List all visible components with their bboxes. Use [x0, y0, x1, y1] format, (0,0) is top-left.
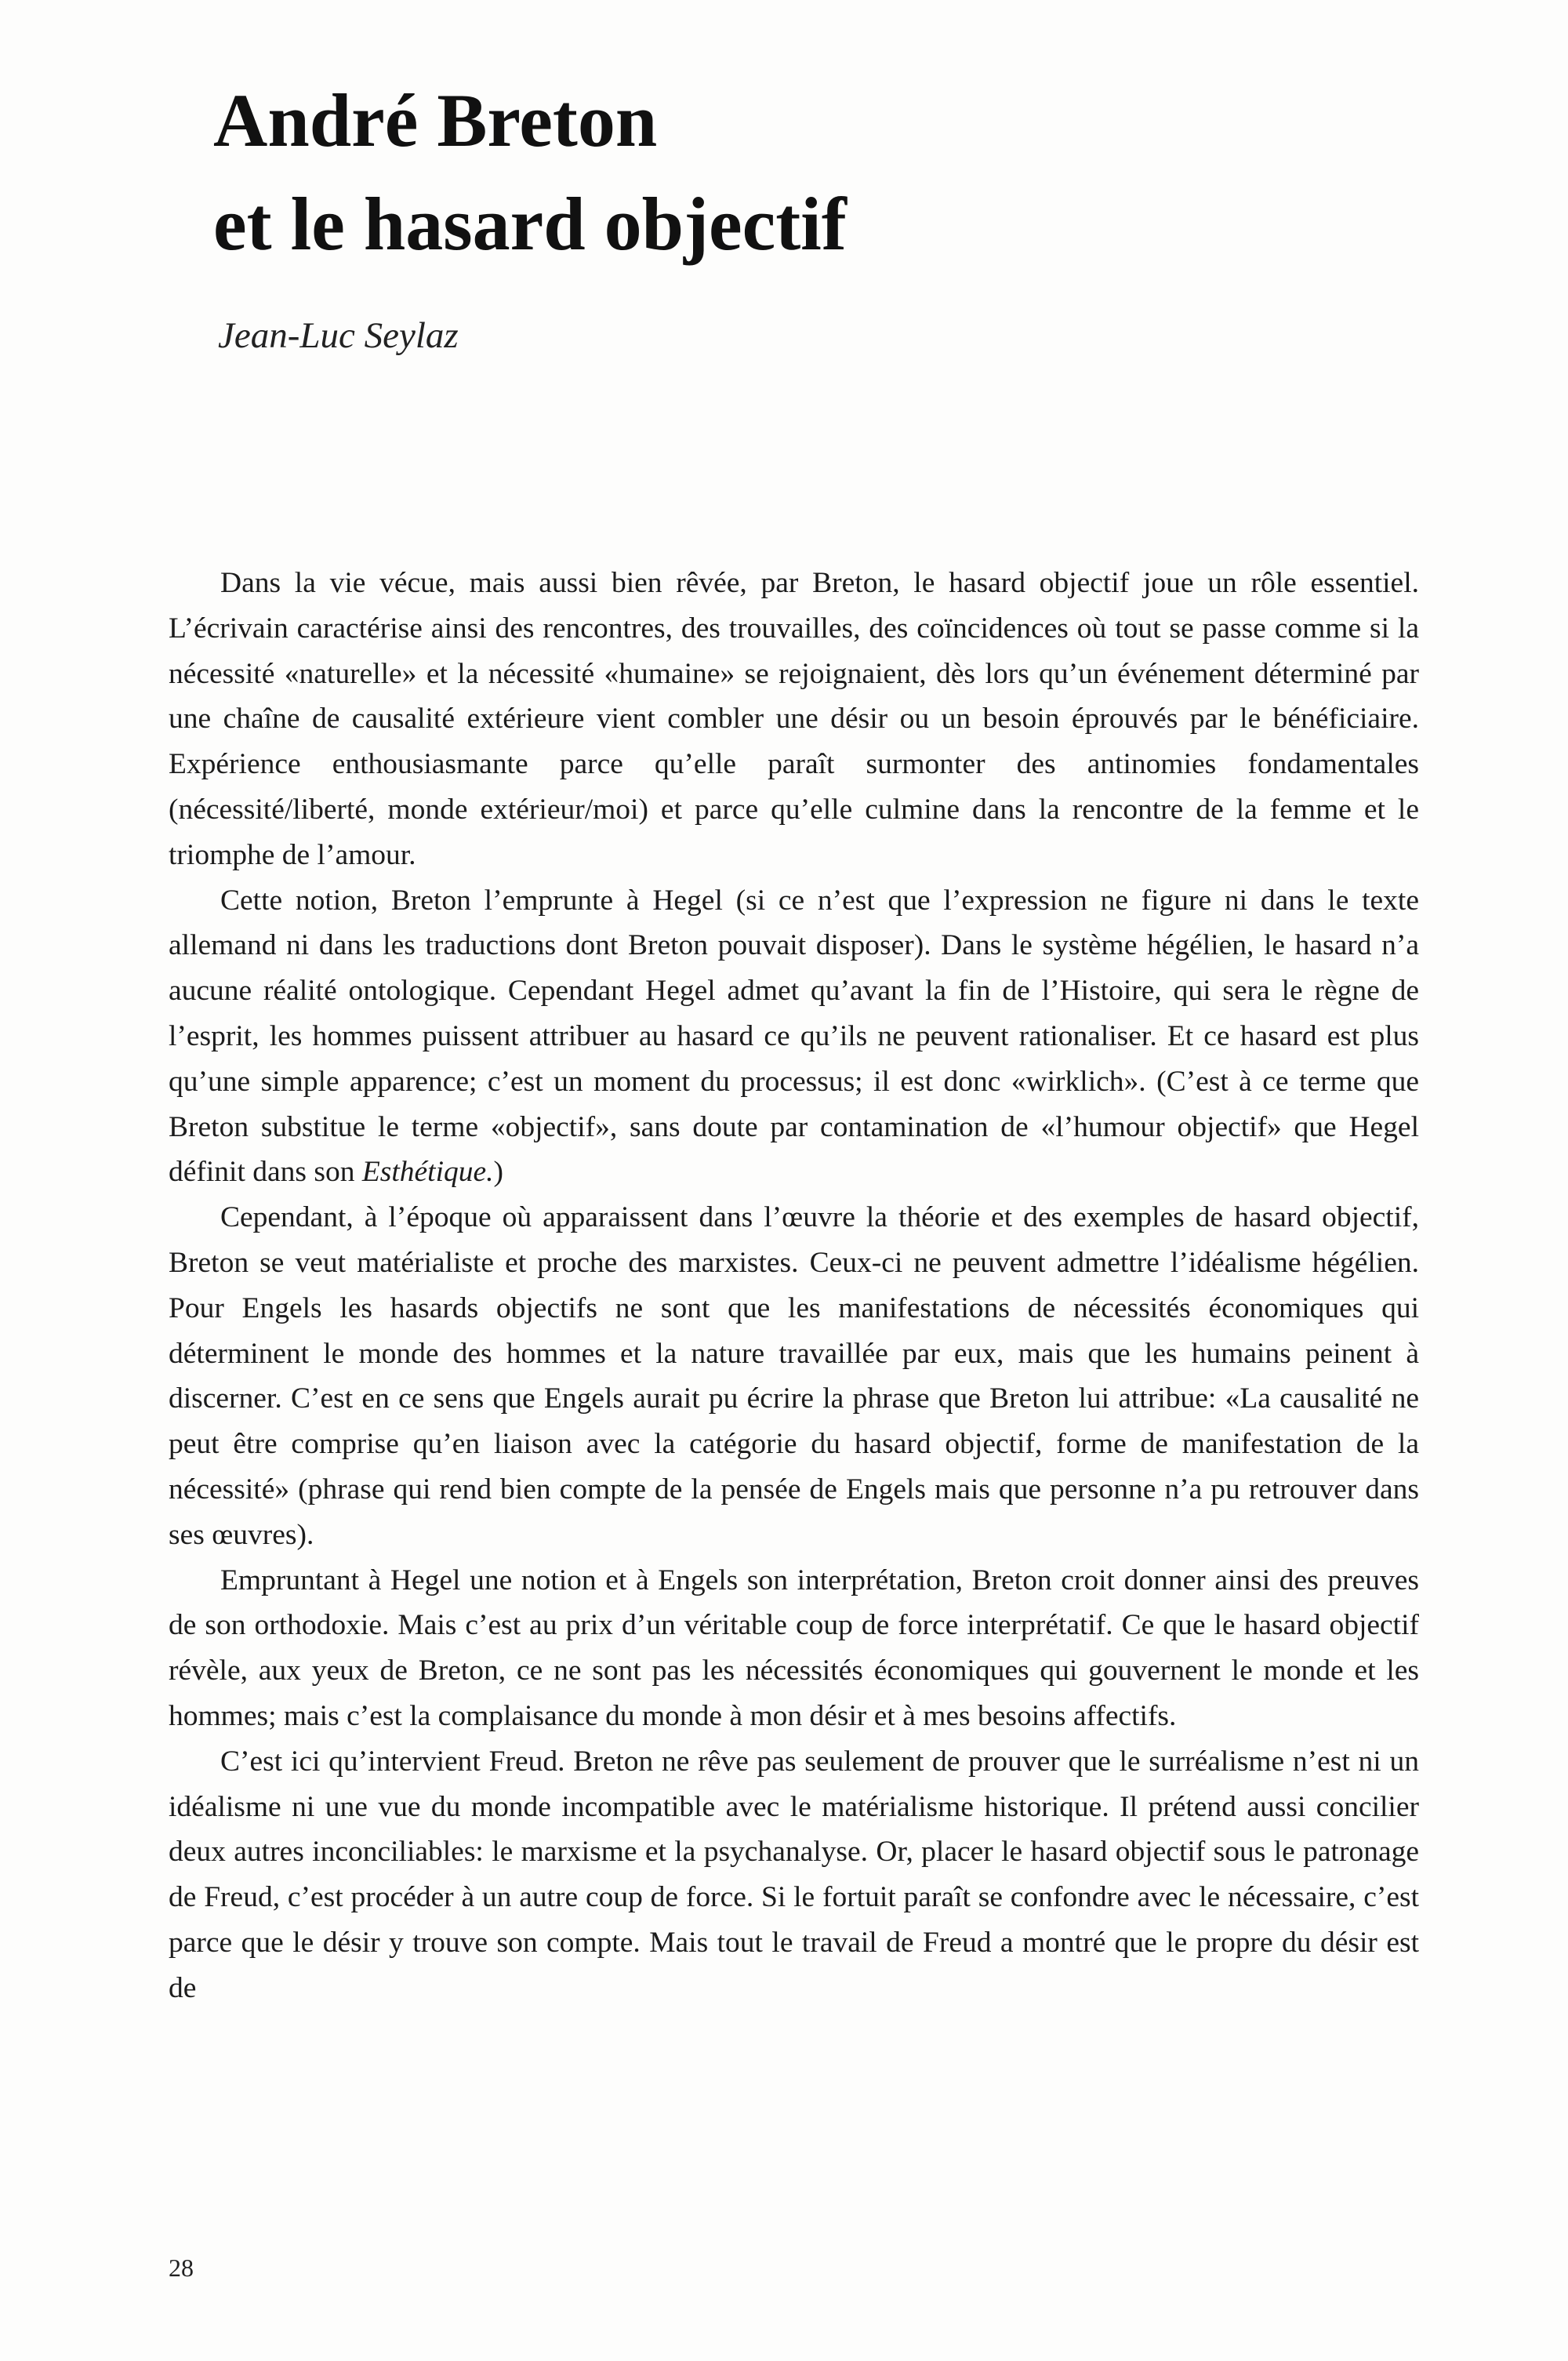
- paragraph-2-text: Cette notion, Breton l’emprunte à Hegel (si ce n’est que l’expression ne figure ni dans le texte allemand ni dans les traductions dont Breton pouvait disposer). Dans le système hégélien, le hasard n’a aucune réalité ontologique. Cependant Hegel admet qu’avant la fin de l’Histoire, qui sera le règne de l’esprit, les hommes puissent attribuer au hasard ce qu’ils ne peuvent rationaliser. Et ce hasard est plus qu’une simple apparence; c’est un moment du processus; il est donc «wirklich». (C’est à ce terme que Breton substitue le terme «objectif», sans doute par contamination de «l’humour objectif» que Hegel définit dans son: [169, 884, 1419, 1189]
- page-number: 28: [169, 2254, 194, 2282]
- article-author: Jean-Luc Seylaz: [218, 315, 459, 356]
- paragraph-5: C’est ici qu’intervient Freud. Breton ne rêve pas seulement de prouver que le surréalisme n’est ni un idéalisme ni une vue du monde incompatible avec le matérialisme historique. Il prétend aussi concilier deux autres inconciliables: le marxisme et la psychanalyse. Or, placer le hasard objectif sous le patronage de Freud, c’est procéder à un autre coup de force. Si le fortuit paraît se confondre avec le nécessaire, c’est parce que le désir y trouve son compte. Mais tout le travail de Freud a montré que le propre du désir est de: [169, 1745, 1419, 2004]
- article-title-line-1: André Breton: [213, 78, 658, 162]
- paragraph-4: Empruntant à Hegel une notion et à Engels son interprétation, Breton croit donner ainsi des preuves de son orthodoxie. Mais c’est au prix d’un véritable coup de force interprétatif. Ce que le hasard objectif révèle, aux yeux de Breton, ce ne sont pas les nécessités économiques qui gouvernent le monde et les hommes; mais c’est la complaisance du monde à mon désir et à mes besoins affectifs.: [169, 1564, 1419, 1732]
- article-title: [213, 69, 847, 276]
- paragraph-2-closing: ): [493, 1156, 504, 1189]
- article-title-line-2: et le hasard objectif: [213, 182, 847, 266]
- article-body: [169, 561, 1419, 2011]
- book-title-esthetique: Esthétique.: [361, 1156, 494, 1189]
- paragraph-3: Cependant, à l’époque où apparaissent dans l’œuvre la théorie et des exemples de hasard objectif, Breton se veut matérialiste et proche des marxistes. Ceux-ci ne peuvent admettre l’idéalisme hégélien. Pour Engels les hasards objectifs ne sont que les manifestations de nécessités économiques qui déterminent le monde des hommes et la nature travaillée par eux, mais que les humains peinent à discerner. C’est en ce sens que Engels aurait pu écrire la phrase que Breton lui attribue: «La causalité ne peut être comprise qu’en liaison avec la catégorie du hasard objectif, forme de manifestation de la nécessité» (phrase qui rend bien compte de la pensée de Engels mais que personne n’a pu retrouver dans ses œuvres).: [169, 1201, 1419, 1551]
- paragraph-1: Dans la vie vécue, mais aussi bien rêvée, par Breton, le hasard objectif joue un rôle essentiel. L’écrivain caractérise ainsi des rencontres, des trouvailles, des coïncidences où tout se passe comme si la nécessité «naturelle» et la nécessité «humaine» se rejoignaient, dès lors qu’un événement déterminé par une chaîne de causalité extérieure vient combler une désir ou un besoin éprouvés par le bénéficiaire. Expérience enthousiasmante parce qu’elle paraît surmonter des antinomies fondamentales (nécessité/liberté, monde extérieur/moi) et parce qu’elle culmine dans la rencontre de la femme et le triomphe de l’amour.: [169, 567, 1419, 871]
- paragraph-2: [169, 878, 1419, 1196]
